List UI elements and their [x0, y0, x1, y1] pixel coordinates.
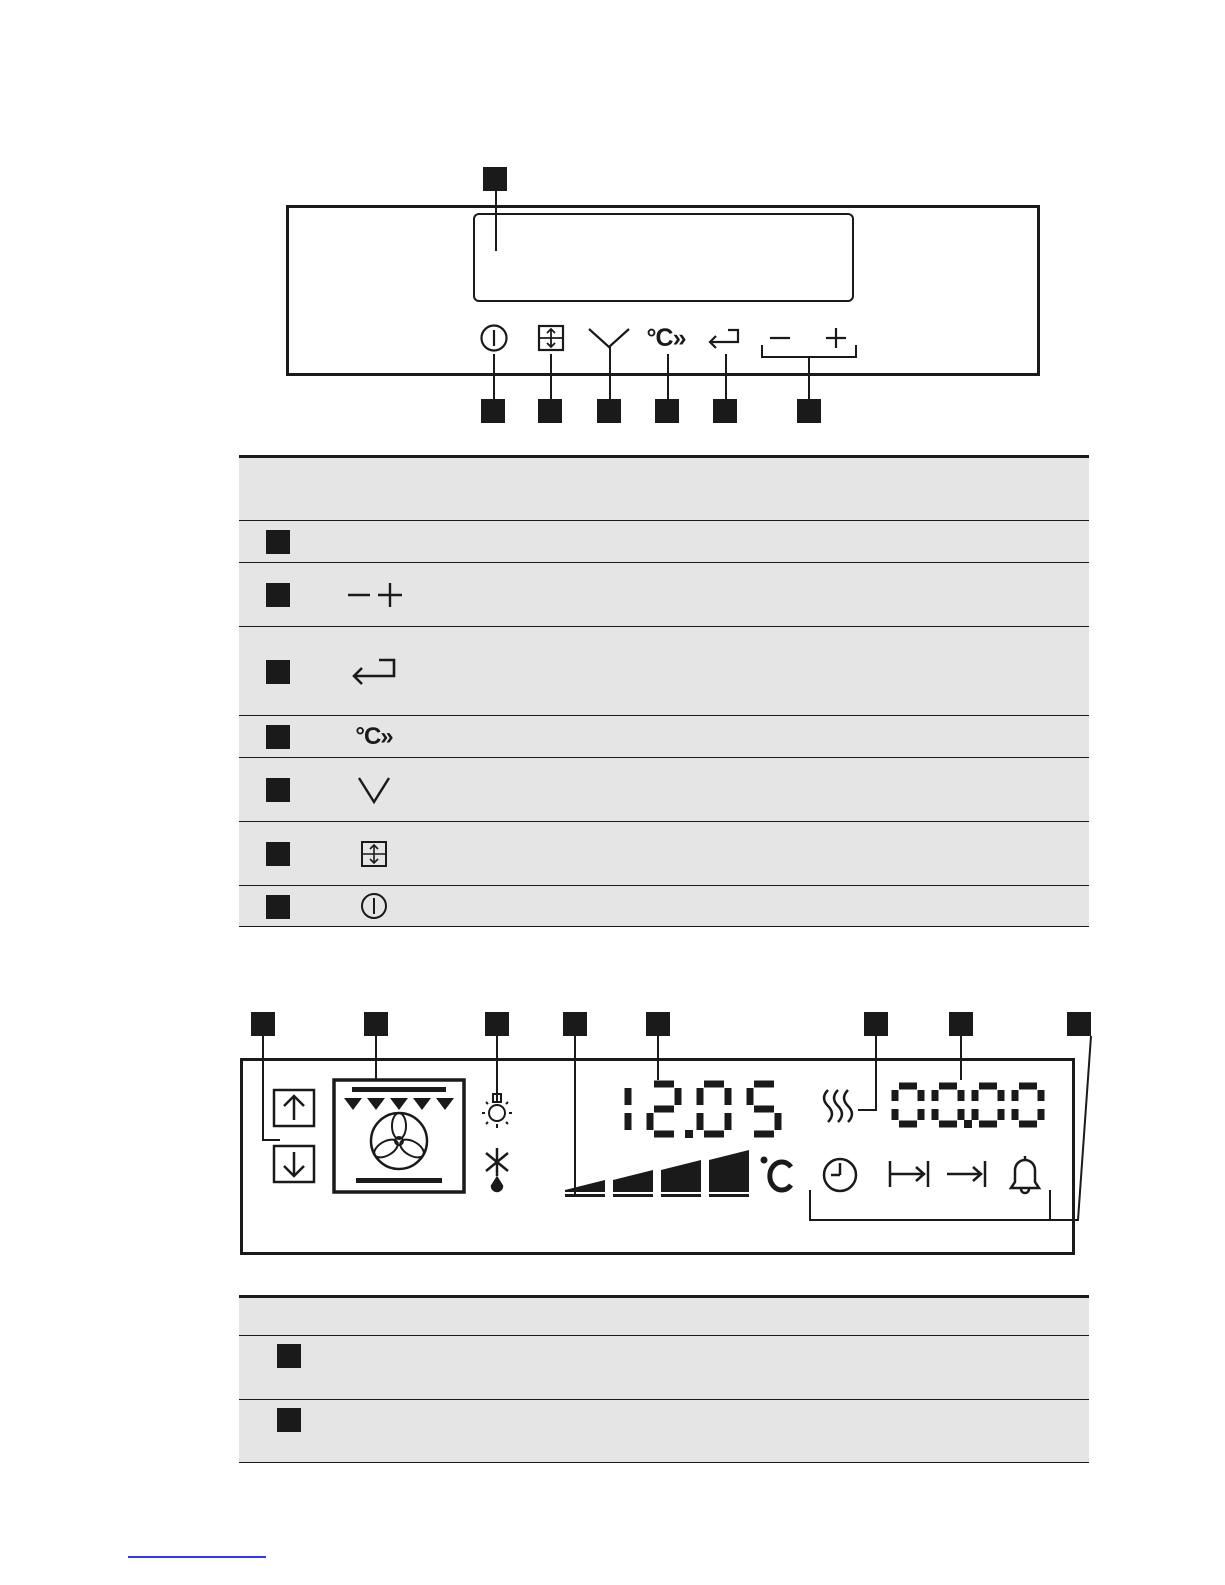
table-row — [239, 821, 1089, 885]
callout-down — [597, 399, 621, 423]
heat-icon — [824, 1090, 852, 1122]
up-arrow-icon — [274, 1090, 314, 1126]
row-number-box — [266, 660, 290, 684]
timer-decimal-point — [964, 1120, 972, 1128]
table-row — [239, 715, 1089, 757]
callout-minus-plus — [797, 399, 821, 423]
row-number-box — [277, 1344, 301, 1368]
minus-button[interactable] — [766, 322, 794, 354]
minus-icon — [768, 326, 792, 350]
timer-digit — [975, 1086, 1001, 1124]
menu-icon — [339, 822, 409, 885]
time-digit — [650, 1084, 678, 1134]
leader-line — [725, 354, 727, 399]
callout-menu — [538, 399, 562, 423]
clock-icon — [824, 1159, 856, 1191]
power-icon — [339, 886, 409, 926]
timer-display — [895, 1086, 1041, 1128]
heat-up-bar-base — [661, 1194, 701, 1197]
controls-table — [239, 455, 1089, 927]
leader-line — [667, 354, 669, 399]
table-row — [239, 626, 1089, 715]
ok-icon — [339, 627, 409, 715]
callout-fast-heat-up — [655, 399, 679, 423]
table-row — [239, 562, 1089, 626]
fast-heat-up-icon — [339, 716, 409, 757]
heat-up-bar — [565, 1180, 605, 1192]
down-icon — [339, 758, 409, 821]
panel-display — [473, 213, 854, 302]
row-number-box — [266, 530, 290, 554]
callout-display — [483, 167, 507, 191]
table-header — [239, 455, 1089, 520]
row-number-box — [266, 842, 290, 866]
time-digit — [700, 1084, 728, 1134]
callout-ok — [713, 399, 737, 423]
ok-button[interactable] — [704, 322, 744, 354]
table-row — [239, 1399, 1089, 1463]
display-table — [239, 1295, 1089, 1463]
callout-power — [481, 399, 505, 423]
power-button[interactable] — [478, 322, 510, 354]
time-decimal-point — [685, 1130, 693, 1138]
footer-link-underline[interactable] — [128, 1556, 266, 1558]
table-row — [239, 1335, 1089, 1399]
leader-line — [808, 358, 810, 399]
duration-icon — [890, 1161, 928, 1187]
leader-line — [550, 354, 552, 399]
end-time-icon — [947, 1161, 985, 1187]
row-number-box — [266, 778, 290, 802]
table-row — [239, 885, 1089, 927]
table-row — [239, 757, 1089, 821]
plus-button[interactable] — [822, 322, 850, 354]
heat-up-bar-base — [565, 1194, 605, 1197]
minus-plus-icon — [339, 563, 409, 626]
fast-heat-up-icon: °C» — [646, 323, 686, 352]
ok-icon — [706, 326, 742, 350]
time-digit — [750, 1084, 778, 1134]
heat-up-indicator-icon — [565, 1150, 749, 1197]
heat-up-bar-base — [709, 1194, 749, 1197]
defrost-icon — [486, 1148, 508, 1191]
display-diagram — [240, 1030, 1100, 1260]
row-number-box — [277, 1408, 301, 1432]
power-icon — [479, 323, 509, 353]
heat-up-bar — [661, 1160, 701, 1192]
fast-heat-up-button[interactable] — [641, 322, 691, 354]
time-display — [628, 1084, 778, 1138]
bell-icon — [1011, 1156, 1039, 1193]
menu-button[interactable] — [535, 322, 567, 354]
leader-line — [609, 346, 611, 399]
heat-up-bar — [613, 1170, 653, 1192]
timer-digit — [895, 1086, 921, 1124]
heat-up-bar — [709, 1150, 749, 1192]
row-number-box — [266, 725, 290, 749]
oven-function-icon — [334, 1080, 464, 1192]
plus-icon — [824, 326, 848, 350]
menu-icon — [537, 324, 565, 352]
fast-heat-up-glyph: °C» — [355, 722, 393, 750]
leader-line — [493, 354, 495, 399]
celsius-icon — [761, 1157, 792, 1191]
timer-digit — [935, 1086, 961, 1124]
heat-up-bar-base — [613, 1194, 653, 1197]
row-number-box — [266, 583, 290, 607]
table-header — [239, 1295, 1089, 1335]
timer-digit — [1015, 1086, 1041, 1124]
row-number-box — [266, 895, 290, 919]
down-arrow-icon — [274, 1146, 314, 1182]
table-row — [239, 520, 1089, 562]
